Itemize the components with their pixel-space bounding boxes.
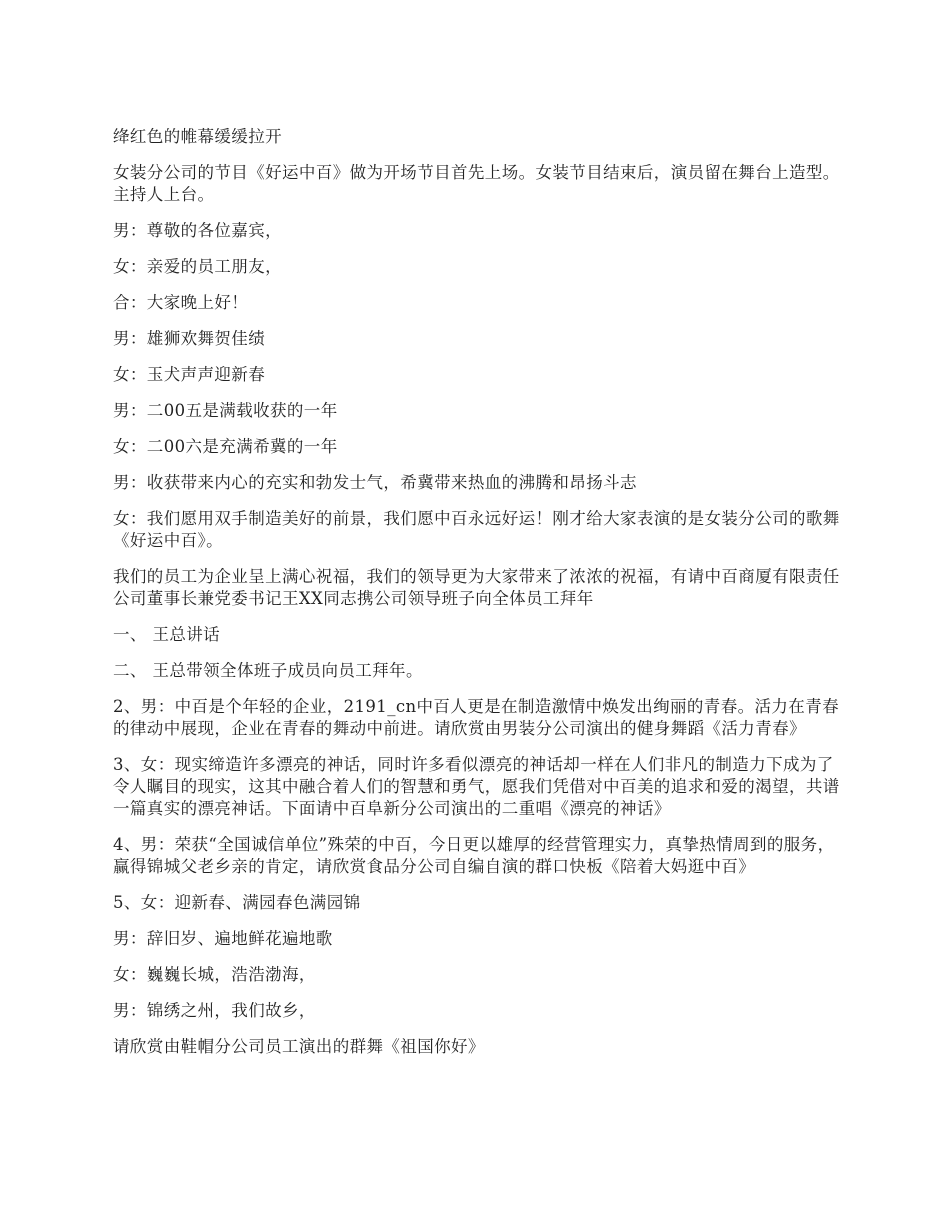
paragraph-opening-program: 女装分公司的节目《好运中百》做为开场节目首先上场。女装节目结束后，演员留在舞台上造型。主持人上台。 xyxy=(113,163,840,204)
paragraph-line-together: 合：大家晚上好！ xyxy=(113,293,249,312)
paragraph-item-two: 二、 王总带领全体班子成员向员工拜年。 xyxy=(113,661,423,680)
paragraph-line-female-4: 女：我们愿用双手制造美好的前景，我们愿中百永远好运！刚才给大家表演的是女装分公司的歌舞《好运中百》。 xyxy=(113,509,840,550)
paragraph-line-female-1: 女：亲爱的员工朋友， xyxy=(113,257,282,276)
paragraph-line-male-2: 男：雄狮欢舞贺佳绩 xyxy=(113,329,266,348)
paragraph-line-male-4: 男：收获带来内心的充实和勃发士气，希冀带来热血的沸腾和昂扬斗志 xyxy=(113,473,637,492)
paragraph-line-female-2: 女：玉犬声声迎新春 xyxy=(113,365,266,384)
paragraph-line-male-6: 男：锦绣之州，我们故乡， xyxy=(113,1001,316,1020)
paragraph-line-male-3: 男：二00五是满载收获的一年 xyxy=(113,401,338,420)
paragraph-line-male-5: 男：辞旧岁、遍地鲜花遍地歌 xyxy=(113,929,333,948)
paragraph-program-2: 2、男：中百是个年轻的企业，2191_cn中百人更是在制造激情中焕发出绚丽的青春。活力在青春的律动中展现，企业在青春的舞动中前进。请欣赏由男装分公司演出的健身舞蹈《活力青春》 xyxy=(113,697,840,738)
paragraph-line-male-1: 男：尊敬的各位嘉宾， xyxy=(113,221,282,240)
paragraph-program-5: 5、女：迎新春、满园春色满园锦 xyxy=(113,893,361,912)
paragraph-item-one: 一、 王总讲话 xyxy=(113,625,221,644)
paragraph-program-3: 3、女：现实缔造许多漂亮的神话，同时许多看似漂亮的神话却一样在人们非凡的制造力下成为了令人瞩目的现实，这其中融合着人们的智慧和勇气，愿我们凭借对中百美的追求和爱的渴望，共谱一篇真实的漂亮神话。下面请中百阜新分公司演出的二重唱《漂亮的神话》 xyxy=(113,755,840,818)
paragraph-program-6: 请欣赏由鞋帽分公司员工演出的群舞《祖国你好》 xyxy=(113,1037,485,1056)
paragraph-line-female-5: 女：巍巍长城，浩浩渤海， xyxy=(113,965,316,984)
document-body xyxy=(113,126,843,1072)
paragraph-curtain: 绛红色的帷幕缓缓拉开 xyxy=(113,127,282,146)
paragraph-line-female-3: 女：二00六是充满希冀的一年 xyxy=(113,437,338,456)
paragraph-program-4: 4、男：荣获“全国诚信单位”殊荣的中百，今日更以雄厚的经营管理实力，真挚热情周到的服务，赢得锦城父老乡亲的肯定，请欣赏食品分公司自编自演的群口快板《陪着大妈逛中百》 xyxy=(113,835,835,876)
paragraph-leaders-greeting: 我们的员工为企业呈上满心祝福，我们的领导更为大家带来了浓浓的祝福，有请中百商厦有限责任公司董事长兼党委书记王XX同志携公司领导班子向全体员工拜年 xyxy=(113,567,840,608)
